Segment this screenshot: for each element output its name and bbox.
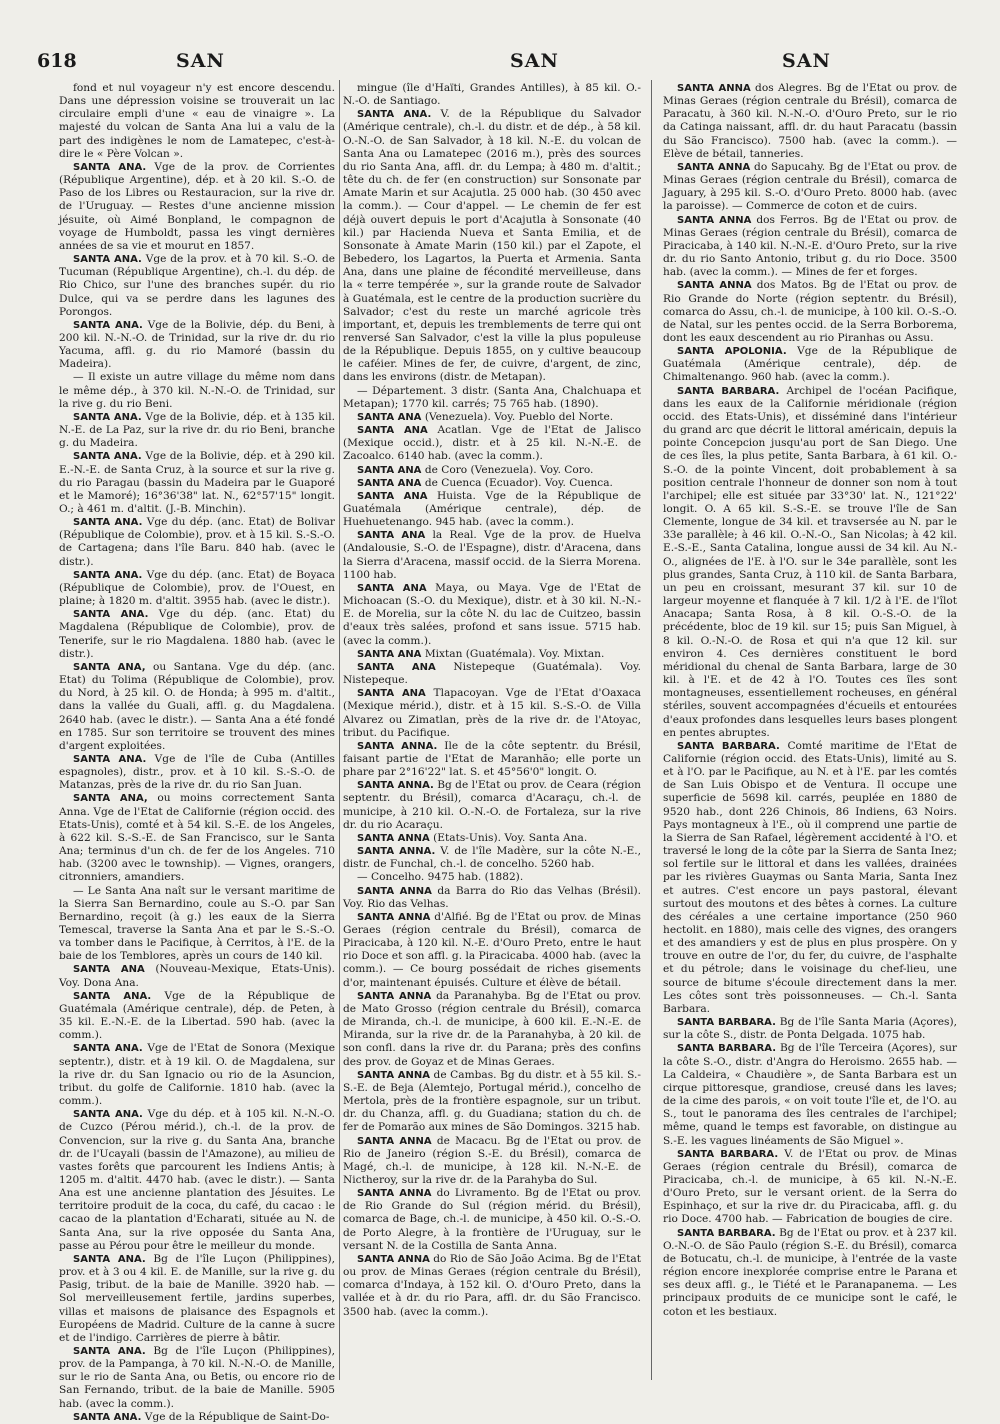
- entry-text: — Concelho. 9475 hab. (1882).: [357, 871, 524, 884]
- dictionary-entry: [59, 82, 335, 161]
- entry-headword: SANTA ANNA: [677, 280, 752, 292]
- dictionary-entry: [59, 450, 335, 516]
- entry-headword: SANTA ANA: [73, 964, 145, 976]
- entry-headword: SANTA BARBARA.: [677, 1043, 777, 1055]
- dictionary-entry: [343, 740, 641, 779]
- entry-headword: SANTA ANA.: [73, 1253, 146, 1265]
- entry-text: de Cuenca (Ecuador). Voy. Cuenca.: [424, 476, 613, 489]
- entry-text: Vge de la République de Saint-Do-: [144, 1410, 330, 1423]
- dictionary-entry: [343, 108, 641, 384]
- entry-headword: SANTA BARBARA.: [677, 740, 780, 752]
- entry-headword: SANTA ANNA: [357, 885, 432, 897]
- entry-text: Comté maritime de l'Etat de Californie (région occid. des Etats-Unis), limité au S. et à l'O. par le Pacifique, au N. et à l'E. par les comtés de San Luis Obispo et de Ventura. Il occupe une superficie de 5698 kil. carrés, peuplée en 1880 de 9520 hab., dont 226 Chinois, 86 Indiens, 63 Noirs. Pays montagneux à l'E., où il comprend une partie de la Sierra de San Rafael, légèrement accidenté à l'O. et traversé le long de la côte par la Sierra de Santa Inez; sol fertile sur le littoral et dans les vallées, drainées par les rivières Guaymas ou Santa Maria, Santa Inez et autres. C'est encore un pays pastoral, élevant surtout des moutons et des bêtes à cornes. La culture des céréales a une certaine importance (250 960 hectolit. en 1880), mais celle des vignes, des orangers et des amandiers y est de plus en plus prospère. On y trouve en outre de l'or, du fer, du cuivre, de l'asphalte et du pétrole; dans le voisinage du chef-lieu, une source de bitume s'écoule directement dans la mer. Les côtes sont très poissonneuses. — Ch.-l. Santa Barbara.: [663, 739, 957, 1015]
- entry-text: do Livramento. Bg de l'Etat ou prov. de Rio Grande do Sul (région mérid. du Brésil), comarca de Bage, ch.-l. de municipe, à 450 kil. O.-S.-O. de Porto Alegre, à la frontière de l'Uruguay, sur le versant N. de la Costilla de Santa Anna.: [343, 1187, 642, 1252]
- text-column-1: [59, 82, 335, 1423]
- entry-headword: SANTA ANA: [357, 464, 422, 476]
- dictionary-entry: [343, 911, 641, 990]
- dictionary-entry: [343, 661, 641, 687]
- dictionary-entry: [663, 1148, 957, 1227]
- entry-text: Vge de la Bolivie, dép. du Beni, à 200 kil. N.-N.-O. de Trinidad, sur la rive dr. du rio Yacuma, affl. g. du rio Mamoré (bassin du Madeira).: [59, 318, 335, 371]
- entry-headword: SANTA BARBARA.: [677, 1017, 776, 1029]
- text-column-3: [663, 82, 957, 1382]
- dictionary-entry: [343, 490, 641, 529]
- entry-headword: SANTA APOLONIA.: [677, 346, 787, 358]
- dictionary-entry: [343, 1135, 641, 1188]
- entry-headword: SANTA ANA: [357, 688, 426, 700]
- dictionary-entry: [59, 885, 335, 964]
- entry-text: Vge du dép. et à 105 kil. N.-N.-O. de Cuzco (Pérou mérid.), ch.-l. de la prov. de Convencion, sur la rive g. du Santa Ana, branche dr. de l'Ucayali (bassin de l'Amazone), au milieu de vastes forêts que parcourent les Indiens Antis; à 1205 m. d'altit. 4470 hab. (avec le distr.). — Santa Ana est une ancienne plantation des Jésuites. Le territoire produit de la coca, du café, du cacao : le cacao de la plantation d'Echarati, située au N. de Santa Ana, sur la rive opposée du Santa Ana, passe au Pérou pour être le meilleur du monde.: [59, 1108, 335, 1252]
- dictionary-entry: [59, 990, 335, 1043]
- entry-text: Vge de la République de Guatémala (Amérique centrale), dép. de Chimaltenango. 960 hab. (avec la comm.).: [663, 345, 957, 384]
- entry-headword: SANTA ANA.: [73, 569, 143, 581]
- entry-text: ou moins correctement Santa Anna. Vge de l'Etat de Californie (région occid. des Etats-Unis), comté et à 54 kil. S.-E. de los Angeles, à 622 kil. S.-S.-E. de San Francisco, sur le Santa Ana; terminus d'un ch. de fer de los Angeles. 710 hab. (3200 avec le township). — Vignes, orangers, citronniers, amandiers.: [59, 792, 335, 884]
- entry-headword: SANTA ANA.: [357, 109, 432, 121]
- entry-headword: SANTA ANNA: [357, 911, 431, 923]
- dictionary-entry: [59, 411, 335, 450]
- running-head-right: SAN: [782, 50, 831, 72]
- entry-text: (Etats-Unis). Voy. Santa Ana.: [433, 831, 588, 844]
- entry-text: ou Santana. Vge du dép. (anc. Etat) du Tolima (République de Colombie), prov. du Nord, à 25 kil. O. de Honda; à 995 m. d'altit., dans la vallée du Guali, affl. g. du Magdalena. 2640 hab. (avec le distr.). — Santa Ana a été fondé en 1785. Sur son territoire se trouvent des mines d'argent exploitées.: [59, 660, 335, 752]
- entry-text: Vge de l'Etat de Sonora (Mexique septentr.), distr. et à 19 kil. O. de Magdalena, sur la rive dr. du San Ignacio ou rio de la Asuncion, tribut. du golfe de Californie. 1810 hab. (avec la comm.).: [59, 1042, 335, 1108]
- entry-text: Mixtan (Guatémala). Voy. Mixtan.: [424, 647, 605, 660]
- entry-headword: SANTA ANA: [357, 425, 428, 437]
- entry-text: Vge de l'île de Cuba (Antilles espagnoles), distr., prov. et à 10 kil. S.-S.-O. de Matanzas, près de la rive dr. du rio San Juan.: [59, 752, 335, 792]
- dictionary-entry: [663, 740, 957, 1016]
- dictionary-entry: [343, 832, 641, 845]
- entry-text: Maya, ou Maya. Vge de l'Etat de Michoacan (S.-O. du Mexique), distr. et à 30 kil. N.-N.-E. de Morelia, sur la côte N. du lac de Cuitzeo, bassin d'eaux très salées, profond et sans issue. 5715 hab. (avec la comm.).: [343, 581, 641, 647]
- dictionary-entry: [59, 661, 335, 753]
- entry-text: V. de l'île Madère, sur la côte N.-E., distr. de Funchal, ch.-l. de concelho. 5260 hab.: [343, 845, 641, 871]
- entry-text: Acatlan. Vge de l'Etat de Jalisco (Mexique occid.), distr. et à 25 kil. N.-N.-E. de Zacoalco. 6140 hab. (avec la comm.).: [343, 424, 641, 463]
- entry-text: Vge du dép. (anc. Etat) du Magdalena (République de Colombie), prov. de Tenerife, sur le rio Magdalena. 1880 hab. (avec le distr.).: [59, 608, 335, 660]
- dictionary-entry: [343, 82, 641, 108]
- dictionary-entry: [59, 1108, 335, 1253]
- entry-headword: SANTA ANA.: [73, 319, 143, 331]
- dictionary-entry: [343, 464, 641, 477]
- entry-text: Vge de la Bolivie, dép. et à 290 kil. E.-N.-E. de Santa Cruz, à la source et sur la rive g. du rio Paragau (bassin du Madeira par le Guaporé et le Mamoré); 16°36'38" lat. N., 62°57'15" longit. O.; à 461 m. d'altit. (J.-B. Minchin).: [59, 450, 335, 515]
- entry-text: Vge du dép. (anc. Etat) de Bolivar (République de Colombie), prov. et à 15 kil. S.-S.-O. de Cartagena; dans l'île Baru. 840 hab. (avec le distr.).: [59, 516, 335, 568]
- dictionary-entry: [59, 319, 335, 372]
- entry-headword: SANTA ANA.: [73, 1109, 143, 1121]
- entry-text: Vge de la Bolivie, dép. et à 135 kil. N.-E. de La Paz, sur la rive dr. du rio Beni, branche g. du Madeira.: [59, 410, 335, 450]
- entry-text: de Macacu. Bg de l'Etat ou prov. de Rio de Janeiro (région S.-E. du Brésil), comarca de Magé, ch.-l. de municipe, à 128 kil. N.-N.-E. de Nictheroy, sur la rive dr. de la Parahyba do Sul.: [343, 1134, 641, 1186]
- entry-headword: SANTA ANA: [357, 582, 427, 594]
- entry-text: Bg de l'île Santa Maria (Açores), sur la côte S., distr. de Ponta Delgada. 1075 hab.: [663, 1016, 957, 1042]
- running-head-center: SAN: [510, 50, 559, 72]
- entry-text: (Venezuela). Voy. Pueblo del Norte.: [424, 410, 614, 423]
- dictionary-entry: [59, 569, 335, 608]
- dictionary-entry: [343, 885, 641, 911]
- dictionary-entry: [663, 385, 957, 740]
- dictionary-entry: [59, 753, 335, 792]
- dictionary-entry: [59, 253, 335, 319]
- entry-text: Archipel de l'océan Pacifique, dans les eaux de la Californie méridionale (région occid. des Etats-Unis), et disséminé dans l'intérieur du grand arc que décrit le littoral américain, depuis la pointe Concepcion jusqu'au port de San Diego. Une de ces îles, la plus petite, Santa Barbara, à 61 kil. O.-S.-O. de la pointe Vincent, doit probablement à sa position centrale l'honneur de donner son nom à tout l'archipel; elle est située par 33°30' lat. N., 121°22' longit. O. A 65 kil. S.-S.-E. se trouve l'île de San Clemente, longue de 34 kil. et travsersée au N. par le 33e parallèle; à 46 kil. O.-N.-O., San Nicolas; à 42 kil. E.-S.-E., Santa Catalina, longue aussi de 34 kil. Au N.-O., alignées de l'E. à l'O. sur le 34e parallèle, sont les plus grandes, Santa Cruz, à 110 kil. de Santa Barbara, un peu en croissant, mesurant 37 kil. sur 10 de largeur moyenne et flanquée à 7 kil. 1/2 à l'E. de l'îlot Anacapa; Santa Rosa, à 8 kil. O.-S.-O. de la précédente, bloc de 19 kil. sur 15; puis San Miguel, à 8 kil. O.-N.-O. de Rosa et qui n'a que 12 kil. sur environ 4. Ces dernières constituent le bord méridional du chenal de Santa Barbara, large de 30 kil. à l'E. et de 42 à l'O. Toutes ces îles sont montagneuses, essentiellement rocheuses, en général stériles, souvent accompagnées d'écueils et entourées d'eaux profondes dans lesquelles leurs bases plongent en pentes abruptes.: [663, 384, 957, 739]
- dictionary-entry: [663, 214, 957, 280]
- entry-headword: SANTA ANNA: [357, 1188, 432, 1200]
- entry-headword: SANTA ANA.: [73, 451, 142, 463]
- entry-headword: SANTA ANA.: [73, 254, 142, 266]
- entry-text: Vge du dép. (anc. Etat) de Boyaca (République de Colombie), prov. de l'Ouest, en plaine; à 1820 m. d'altit. 3955 hab. (avec le distr.).: [59, 568, 335, 608]
- dictionary-entry: [663, 1042, 957, 1147]
- dictionary-entry: [343, 648, 641, 661]
- column-divider: [651, 80, 652, 1380]
- entry-headword: SANTA ANNA: [357, 1069, 430, 1081]
- entry-text: (Nouveau-Mexique, Etats-Unis). Voy. Dona Ana.: [59, 963, 335, 989]
- dictionary-entry: [59, 371, 335, 410]
- entry-text: de Coro (Venezuela). Voy. Coro.: [424, 463, 594, 476]
- dictionary-entry: [59, 608, 335, 661]
- entry-headword: SANTA BARBARA.: [677, 1148, 779, 1160]
- entry-text: d'Alfié. Bg de l'Etat ou prov. de Minas Geraes (région centrale du Brésil), comarca de Piracicaba, à 120 kil. N.-E. d'Ouro Preto, entre le haut rio Doce et son affl. g. la Piracicaba. 4000 hab. (avec la comm.). — Ce bourg possédait de riches gisements d'or, maintenant épuisés. Culture et élève de bétail.: [343, 910, 641, 989]
- entry-text: da Barra do Rio das Velhas (Brésil). Voy. Rio das Velhas.: [343, 884, 641, 910]
- entry-headword: SANTA ANA: [357, 490, 428, 502]
- entry-text: dos Ferros. Bg de l'Etat ou prov. de Minas Geraes (région centrale du Brésil), comarca de Piracicaba, à 140 kil. N.-N.-E. d'Ouro Preto, sur la rive dr. du rio Santo Antonio, tribut g. du rio Doce. 3500 hab. (avec la comm.). — Mines de fer et forges.: [663, 213, 957, 279]
- dictionary-entry: [343, 1069, 641, 1135]
- dictionary-entry: [59, 792, 335, 884]
- dictionary-entry: [343, 411, 641, 424]
- column-divider: [339, 80, 340, 1380]
- entry-headword: SANTA ANA.: [73, 517, 143, 529]
- entry-text: Vge de la prov. de Corrientes (République Argentine), dép. et à 20 kil. S.-O. de Paso de los Libres ou Restauracion, sur la rive dr. de l'Uruguay. — Restes d'une ancienne mission jésuite, où Aimé Bonpland, le compagnon de voyage de Humboldt, passa les vingt dernières années de sa vie et mourut en 1857.: [59, 160, 335, 252]
- entry-headword: SANTA ANNA: [677, 83, 751, 94]
- entry-headword: SANTA ANA.: [73, 609, 149, 621]
- dictionary-entry: [663, 1016, 957, 1042]
- entry-text: Ile de la côte septentr. du Brésil, faisant partie de l'Etat de Maranhão; elle porte un phare par 2°16'22" lat. S. et 45°56'0" longit. O.: [343, 739, 641, 779]
- text-column-2: [343, 82, 641, 1382]
- dictionary-entry: [343, 385, 641, 411]
- dictionary-entry: [663, 161, 957, 214]
- entry-headword: SANTA ANNA.: [357, 740, 438, 752]
- page-number: 618: [37, 50, 77, 72]
- entry-text: Bg de l'île Luçon (Philippines), prov. de la Pampanga, à 70 kil. N.-N.-O. de Manille, sur le rio de Santa Ana, ou Betis, ou encore rio de San Fernando, tribut. de la baie de Manille. 5905 hab. (avec la comm.).: [59, 1345, 335, 1410]
- entry-headword: SANTA ANNA: [357, 1135, 432, 1147]
- entry-headword: SANTA ANA: [357, 661, 436, 673]
- entry-headword: SANTA ANNA: [677, 214, 752, 226]
- dictionary-entry: [59, 161, 335, 253]
- dictionary-entry: [59, 1345, 335, 1411]
- entry-text: da Paranahyba. Bg de l'Etat ou prov. de Mato Grosso (région centrale du Brésil), comarca de Miranda, ch.-l. de municipe, à 600 kil. E.-N.-E. de Miranda, sur la rive dr. de la Paranahyba, à 20 kil. de son confl. dans la rive dr. du Parana; près des confins des prov. de Goyaz et de Minas Geraes.: [343, 989, 641, 1068]
- entry-headword: SANTA ANNA.: [357, 780, 434, 792]
- entry-text: Huista. Vge de la République de Guatémala (Amérique centrale), dép. de Huehuetenango. 945 hab. (avec la comm.).: [343, 489, 641, 529]
- dictionary-entry: [663, 1227, 957, 1319]
- dictionary-entry: [343, 990, 641, 1069]
- entry-text: Vge de la République de Guatémala (Amérique centrale), dép. de Peten, à 35 kil. E.-N.-E. de la Libertad. 590 hab. (avec la comm.).: [59, 989, 335, 1042]
- entry-text: la Real. Vge de la prov. de Huelva (Andalousie, S.-O. de l'Espagne), distr. d'Aracena, dans la Sierra d'Aracena, massif occid. de la Sierra Morena. 1100 hab.: [343, 529, 641, 581]
- dictionary-entry: [343, 582, 641, 648]
- entry-text: Vge de la prov. et à 70 kil. S.-O. de Tucuman (République Argentine), ch.-l. du dép. de Rio Chico, sur l'une des branches supér. du rio Dulce, qui va se perdre dans les lagunes des Porongos.: [59, 253, 335, 318]
- entry-headword: SANTA BARBARA.: [677, 1227, 776, 1239]
- dictionary-entry: [663, 82, 957, 161]
- entry-text: Bg de l'Etat ou prov. de Ceara (région septentr. du Brésil), comarca d'Acaraçu, ch.-l. de municipe, à 210 kil. O.-N.-O. de Fortaleza, sur la rive dr. du rio Acaraçu.: [343, 779, 641, 831]
- entry-headword: SANTA ANA.: [73, 1043, 143, 1055]
- entry-headword: SANTA ANNA: [357, 832, 430, 844]
- entry-headword: SANTA ANA,: [73, 661, 146, 673]
- entry-headword: SANTA ANA: [357, 477, 422, 489]
- dictionary-entry: [343, 779, 641, 832]
- entry-text: V. de l'Etat ou prov. de Minas Geraes (région centrale du Brésil), comarca de Piracicaba, ch.-l. de municipe, à 65 kil. N.-N.-E. d'Ouro Preto, sur le versant orient. de la Serra do Espinhaço, et sur la rive dr. du Piracicaba, affl. g. du rio Doce. 4700 hab. — Fabrication de bougies de cire.: [663, 1147, 957, 1226]
- entry-headword: SANTA ANNA.: [357, 846, 436, 858]
- entry-text: Bg de l'île Luçon (Philippines), prov. et à 3 ou 4 kil. E. de Manille, sur la rive g. du Pasig, tribut. de la baie de Manille. 3920 hab. — Sol merveilleusement fertile, jardins superbes, villas et maisons de plaisance des Espagnols et Européens de Madrid. Culture de la canne à sucre et de l'indigo. Carrières de pierre à bâtir.: [59, 1252, 335, 1344]
- dictionary-entry: [343, 1253, 641, 1319]
- entry-text: Tlapacoyan. Vge de l'Etat d'Oaxaca (Mexique mérid.), distr. et à 15 kil. S.-S.-O. de Villa Alvarez ou Zimatlan, près de la rive dr. de l'Atoyac, tribut. du Pacifique.: [343, 687, 641, 739]
- dictionary-entry: [343, 477, 641, 490]
- entry-headword: SANTA ANA,: [73, 793, 148, 805]
- entry-headword: SANTA ANNA: [357, 1253, 430, 1265]
- dictionary-entry: [59, 1411, 335, 1424]
- entry-headword: SANTA ANA.: [73, 1411, 142, 1423]
- dictionary-entry: [343, 424, 641, 463]
- dictionary-entry: [343, 845, 641, 871]
- entry-headword: SANTA ANA.: [73, 753, 147, 765]
- dictionary-entry: [343, 687, 641, 740]
- entry-text: — Il existe un autre village du même nom dans le même dép., à 370 kil. N.-N.-O. de Trinidad, sur la rive g. du rio Beni.: [59, 371, 335, 410]
- dictionary-entry: [663, 345, 957, 384]
- entry-text: — Département. 3 distr. (Santa Ana, Chalchuapa et Metapan); 1770 kil. carrés; 75 765 hab. (1890).: [343, 384, 641, 410]
- dictionary-entry: [59, 963, 335, 989]
- entry-text: dos Alegres. Bg de l'Etat ou prov. de Minas Geraes (région centrale du Brésil), comarca de Paracatu, à 360 kil. N.-N.-O. d'Ouro Preto, sur le rio da Catinga naissant, affl. dr. du haut Paracatu (bassin du São Francisco). 7500 hab. (avec la comm.). — Elève de bétail, tanneries.: [663, 82, 958, 160]
- dictionary-entry: [343, 529, 641, 582]
- entry-text: mingue (île d'Haïti, Grandes Antilles), à 85 kil. O.-N.-O. de Santiago.: [343, 82, 641, 108]
- entry-text: fond et nul voyageur n'y est encore descendu. Dans une dépression voisine se trouverait un lac circulaire empli d'une « eau de vinaigre ». La majesté du volcan de Santa Ana lui a valu de la part des indigènes le nom de Lamatepec, c'est-à-dire le « Père Volcan ».: [59, 82, 335, 160]
- dictionary-entry: [663, 279, 957, 345]
- entry-text: — Le Santa Ana naît sur le versant maritime de la Sierra San Bernardino, coule au S.-O. par San Bernardino, reçoit (à g.) les eaux de la Sierra Temescal, traverse la Santa Ana et par le S.-S.-O. va tomber dans le Pacifique, à Cerritos, à l'E. de la baie de los Temblores, après un cours de 140 kil.: [59, 884, 335, 963]
- entry-headword: SANTA ANNA: [677, 161, 751, 173]
- entry-headword: SANTA BARBARA.: [677, 385, 780, 397]
- dictionary-entry: [343, 871, 641, 884]
- entry-headword: SANTA ANNA: [357, 990, 432, 1002]
- entry-headword: SANTA ANA.: [73, 990, 152, 1002]
- entry-text: do Sapucahy. Bg de l'Etat ou prov. de Minas Geraes (région centrale du Brésil), comarca de Jaguary, à 295 kil. S.-O. d'Ouro Preto. 8000 hab. (avec la paroisse). — Commerce de coton et de cuirs.: [663, 160, 957, 213]
- entry-headword: SANTA ANA.: [73, 161, 147, 173]
- entry-text: de Cambas. Bg du distr. et à 55 kil. S.-S.-E. de Beja (Alemtejo, Portugal mérid.), concelho de Mertola, près de la frontière espagnole, sur un tribut. dr. du Chanza, affl. g. du Guadiana; station du ch. de fer de Pomarão aux mines de São Domingos. 3215 hab.: [343, 1068, 641, 1134]
- entry-text: V. de la République du Salvador (Amérique centrale), ch.-l. du distr. et de dép., à 58 kil. O.-N.-O. de San Salvador, à 18 kil. N.-E. du volcan de Santa Ana ou Lamatepec (2016 m.), près des sources du rio Santa Ana, affl. dr. du Lempa; à 480 m. d'altit.; tête du ch. de fer (en construction) sur Sonsonate par Amate Marin et sur Acajutla. 25 000 hab. (30 450 avec la comm.). — Cour d'appel. — Le chemin de fer est déjà ouvert depuis le port d'Acajutla à Sonsonate (40 kil.) par Hacienda Nueva et Santa Emilia, et de Sonsonate à Amate Marin (150 kil.) par el Zapote, el Bebedero, los Lagartos, la Puerta et Armenia. Santa Ana, dans une plaine de fécondité merveilleuse, dans la « terre tempérée », sur la grande route de Salvador à Guatémala, est le centre de la production sucrière du Salvador; c'est du reste un marché agricole très important, et, depuis les tremblements de terre qui ont renversé San Salvador, c'est la ville la plus populeuse de la République. Depuis 1855, on y cultive beaucoup le caféier. Mines de fer, de cuivre, d'argent, de zinc, dans les environs (distr. de Metapan).: [343, 108, 641, 384]
- entry-text: Nistepeque (Guatémala). Voy. Nistepeque.: [343, 660, 641, 687]
- entry-text: Bg de l'île Terceira (Açores), sur la côte S.-O., distr. d'Angra do Heroismo. 2655 hab. — La Caldeira, « Chaudière », de Santa Barbara est un cirque pittoresque, grandiose, creusé dans les laves; de la cime des parois, « on voit toute l'île et, de l'O. au S., tout le panorama des îles centrales de l'archipel; même, quand le temps est favorable, on distingue au S.-E. les vagues linéaments de São Miguel ».: [663, 1042, 957, 1147]
- entry-text: dos Matos. Bg de l'Etat ou prov. de Rio Grande do Norte (région septentr. du Brésil), comarca do Assu, ch.-l. de municipe, à 100 kil. O.-S.-O. de Natal, sur les pentes occid. de la Serra Borborema, dont les eaux descendent au rio Piranhas ou Assu.: [663, 279, 957, 344]
- dictionary-entry: [59, 1042, 335, 1108]
- dictionary-entry: [59, 516, 335, 569]
- entry-headword: SANTA ANA.: [73, 411, 142, 423]
- dictionary-entry: [343, 1187, 641, 1253]
- entry-text: Bg de l'Etat ou prov. et à 237 kil. O.-N.-O. de São Paulo (région S.-E. du Brésil), comarca de Botucatu, ch.-l. de municipe, à l'entrée de la vaste région encore inexplorée comprise entre le Parana et ses deux affl. g., le Tiété et le Paranapanema. — Les principaux produits de ce municipe sont le café, le coton et les bestiaux.: [663, 1226, 957, 1318]
- dictionary-entry: [59, 1253, 335, 1345]
- entry-headword: SANTA ANA: [357, 411, 422, 423]
- entry-headword: SANTA ANA: [357, 648, 422, 660]
- entry-headword: SANTA ANA: [357, 530, 426, 542]
- entry-headword: SANTA ANA.: [73, 1346, 146, 1357]
- entry-text: do Rio de São João Acima. Bg de l'Etat ou prov. de Minas Geraes (région centrale du Brésil), comarca d'Indaya, à 152 kil. O. d'Ouro Preto, dans la vallée et à dr. du rio Para, affl. dr. du São Francisco. 3500 hab. (avec la comm.).: [343, 1252, 641, 1318]
- running-head-left: SAN: [176, 50, 225, 72]
